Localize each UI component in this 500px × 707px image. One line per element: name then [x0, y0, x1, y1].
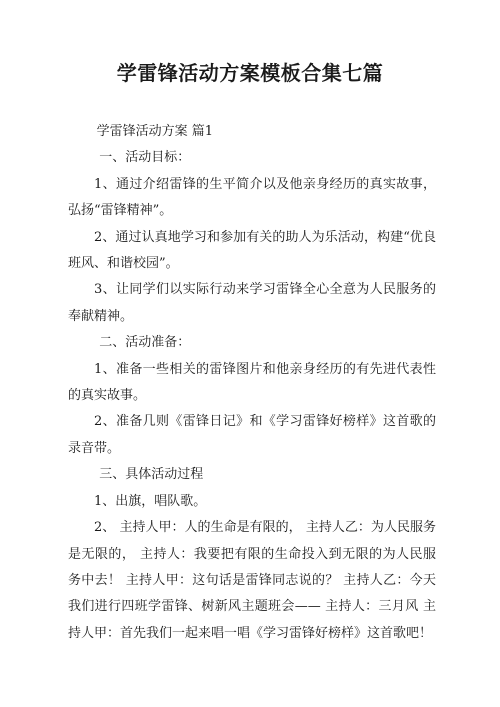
paragraph-process-2: 2、 主持人甲：人的生命是有限的， 主持人乙：为人民服务是无限的， 主持人：我要把有限的生命投入到无限的为人民服务中去！ 主持人甲：这句话是雷锋同志说的？ 主持人乙：今天我们进行四班学雷锋、树新风主题班会—— 主持人：三月风 主持人甲：首先我们一起来唱一唱《学习雷锋好榜样》这首歌吧！ — [68, 520, 436, 641]
section-heading-goals: 一、活动目标： — [99, 150, 191, 166]
paragraph-process-1: 1、出旗，唱队歌。 — [94, 493, 207, 509]
paragraph-goal-3: 3、让同学们以实际行动来学习雷锋全心全意为人民服务的奉献精神。 — [68, 282, 436, 324]
section-heading-part1: 学雷锋活动方案 篇1 — [96, 124, 213, 139]
section-heading-process: 三、具体活动过程 — [99, 467, 204, 483]
document-title: 学雷锋活动方案模板合集七篇 — [116, 61, 384, 85]
paragraph-goal-2: 2、通过认真地学习和参加有关的助人为乐活动，构建“优良班风、和谐校园”。 — [68, 229, 436, 272]
section-heading-preparation: 二、活动准备： — [99, 335, 191, 351]
paragraph-prep-1: 1、准备一些相关的雷锋图片和他亲身经历的有先进代表性的真实故事。 — [68, 361, 436, 404]
paragraph-goal-1: 1、通过介绍雷锋的生平简介以及他亲身经历的真实故事，弘扬“雷锋精神”。 — [68, 176, 436, 219]
document-body — [68, 119, 436, 647]
paragraph-prep-2: 2、准备几则《雷锋日记》和《学习雷锋好榜样》这首歌的录音带。 — [68, 414, 436, 456]
